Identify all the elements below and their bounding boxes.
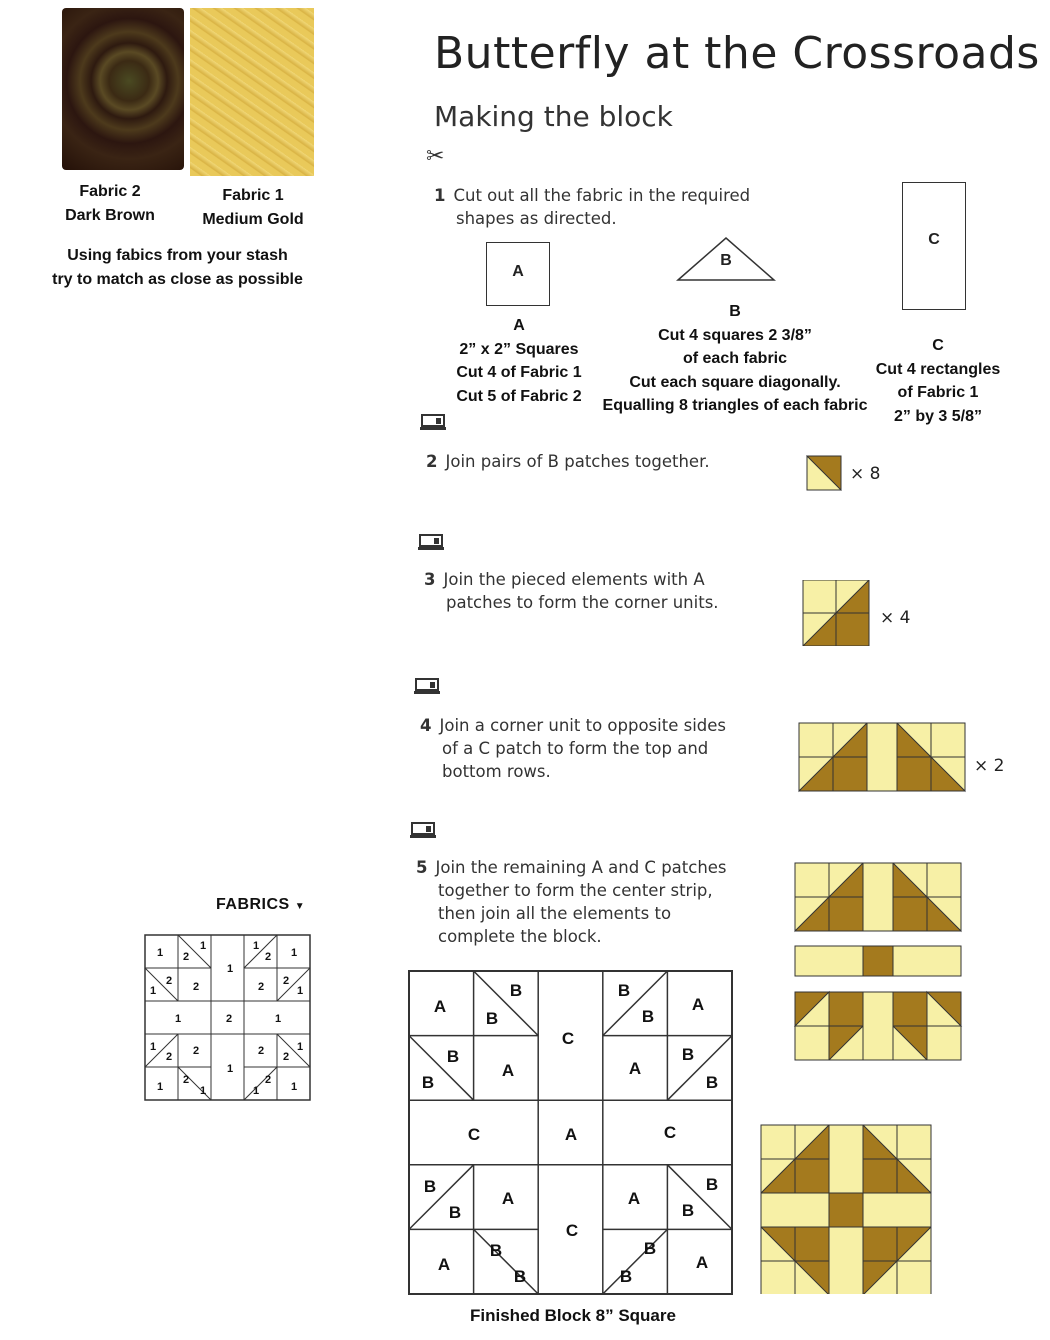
step-5-line-4: complete the block. (438, 927, 602, 946)
m2: 2 (182, 951, 190, 963)
shape-b-line-3: of each fabric (682, 350, 788, 367)
step-1-line-1: Cut out all the fabric in the required (453, 186, 751, 205)
m19: 2 (192, 1045, 200, 1057)
step-4 (420, 714, 750, 783)
asm-bot-a1 (829, 992, 863, 1026)
m1: 1 (156, 947, 164, 959)
shape-a-line-4: Cut 5 of Fabric 2 (456, 387, 582, 405)
m3: 1 (199, 940, 207, 952)
shape-c-line-4: 2” by 3 5/8” (893, 407, 983, 425)
asm-bot-c (863, 992, 893, 1060)
m10: 2 (192, 981, 200, 993)
fabric-2-color: Dark Brown (65, 206, 155, 224)
shape-a-square (486, 242, 550, 306)
shape-a-info (440, 314, 598, 408)
cb-tr-a1 (897, 1125, 931, 1159)
shape-c-line-1: C (932, 337, 944, 354)
m28: 2 (264, 1074, 272, 1086)
fabrics-heading-text: FABRICS (216, 896, 290, 913)
lbl-a9: A (695, 1253, 709, 1272)
m15: 2 (225, 1013, 233, 1025)
block-layout-diagram (408, 970, 734, 1296)
shape-b-line-1: B (729, 303, 741, 320)
step-5-line-1: Join the remaining A and C patches (435, 858, 727, 877)
asm-mid-c2 (893, 946, 961, 976)
lbl-b5: B (446, 1047, 460, 1066)
m12: 2 (282, 975, 290, 987)
step-3-line-1: Join the pieced elements with A (443, 570, 705, 589)
shape-b-letter: B (720, 252, 732, 269)
lbl-a1: A (433, 997, 447, 1016)
finished-block-caption: Finished Block 8” Square (470, 1306, 676, 1325)
cb-bl-a1 (795, 1227, 829, 1261)
cb-c-right (863, 1193, 931, 1227)
lbl-c3: C (663, 1123, 677, 1142)
lbl-b13: B (489, 1241, 503, 1260)
sewing-machine-icon (414, 676, 442, 696)
multiplier-8: × 8 (850, 464, 881, 484)
row-c-patch (867, 723, 897, 791)
block-assembly-diagram (794, 862, 964, 1062)
page-title: Butterfly at the Crossroads (434, 28, 1040, 79)
fabric-2-name: Fabric 2 (79, 183, 141, 200)
m16: 1 (274, 1013, 282, 1025)
lbl-b14: B (513, 1267, 527, 1286)
fabric-note (30, 244, 325, 291)
asm-top-right-a1 (927, 863, 961, 897)
shape-b-line-4: Cut each square diagonally. (629, 373, 841, 391)
step-4-line-1: Join a corner unit to opposite sides (439, 716, 726, 735)
cb-br-a2 (897, 1261, 931, 1294)
shape-a-line-3: Cut 4 of Fabric 1 (456, 364, 582, 381)
step-1-line-2: shapes as directed. (456, 209, 617, 228)
cb-bl-a2 (761, 1261, 795, 1294)
m24: 1 (156, 1081, 164, 1093)
m20: 1 (226, 1063, 234, 1075)
lbl-a3: A (501, 1061, 515, 1080)
step-1 (434, 184, 764, 230)
m29: 1 (290, 1081, 298, 1093)
lbl-c2: C (467, 1125, 481, 1144)
shape-b-info (594, 300, 876, 418)
asm-mid-a (863, 946, 893, 976)
lbl-b9: B (423, 1177, 437, 1196)
fabric-1-name: Fabric 1 (222, 187, 284, 204)
m22: 2 (282, 1051, 290, 1063)
asm-mid-c1 (795, 946, 863, 976)
corner-a1 (803, 580, 836, 613)
m26: 1 (199, 1085, 207, 1097)
m9: 1 (149, 985, 157, 997)
m13: 1 (296, 985, 304, 997)
cb-c-bottom (829, 1227, 863, 1294)
lbl-b15: B (619, 1267, 633, 1286)
asm-bot-a3 (893, 992, 927, 1026)
lbl-b2: B (485, 1009, 499, 1028)
lbl-c1: C (561, 1029, 575, 1048)
step-1-number: 1 (434, 186, 446, 205)
m17: 1 (149, 1041, 157, 1053)
multiplier-4: × 4 (880, 608, 911, 628)
step-2-number: 2 (426, 452, 438, 471)
lbl-b8: B (705, 1073, 719, 1092)
fabric-note-line-1: Using fabics from your stash (67, 247, 288, 264)
multiplier-2: × 2 (974, 756, 1005, 776)
m23: 1 (296, 1041, 304, 1053)
step-5 (416, 856, 756, 948)
m7: 1 (290, 947, 298, 959)
m18: 2 (165, 1051, 173, 1063)
sewing-machine-icon (410, 820, 438, 840)
shape-b-line-5: Equalling 8 triangles of each fabric (602, 397, 868, 414)
asm-bot-a2 (795, 1026, 829, 1060)
cb-center (829, 1193, 863, 1227)
step-5-line-2: together to form the center strip, (438, 881, 713, 900)
row-left-a1 (799, 723, 833, 757)
m8: 2 (165, 975, 173, 987)
lbl-a5: A (564, 1125, 578, 1144)
lbl-b6: B (421, 1073, 435, 1092)
cb-br-a1 (863, 1227, 897, 1261)
row-left-a2 (833, 757, 867, 791)
corner-a2 (836, 613, 869, 646)
cb-c-top (829, 1125, 863, 1193)
fabrics-heading (216, 896, 305, 914)
step-5-line-3: then join all the elements to (438, 904, 672, 923)
m21: 2 (257, 1045, 265, 1057)
shape-a-letter: A (512, 263, 524, 280)
shape-c-letter: C (928, 231, 940, 248)
shape-b-line-2: Cut 4 squares 2 3/8” (658, 326, 812, 344)
row-right-a2 (897, 757, 931, 791)
shape-a-line-2: 2” x 2” Squares (459, 340, 579, 358)
step-3-number: 3 (424, 570, 436, 589)
lbl-a6: A (501, 1189, 515, 1208)
asm-top-left-a1 (795, 863, 829, 897)
fabric-2-swatch (62, 8, 184, 170)
lbl-b1: B (509, 981, 523, 1000)
cb-tr-a2 (863, 1159, 897, 1193)
step-3-line-2: patches to form the corner units. (446, 593, 719, 612)
lbl-c4: C (565, 1221, 579, 1240)
step-2 (426, 450, 756, 473)
fabric-1-color: Medium Gold (202, 210, 304, 228)
dropdown-arrow-icon: ▼ (294, 901, 306, 912)
step-4-line-3: bottom rows. (442, 762, 551, 781)
scissors-icon: ✂ (426, 144, 445, 169)
fabric-1-swatch (190, 8, 314, 176)
lbl-a8: A (437, 1255, 451, 1274)
asm-top-left-a2 (829, 897, 863, 931)
lbl-b10: B (448, 1203, 462, 1222)
page-subtitle: Making the block (434, 100, 673, 133)
half-square-triangle-unit (806, 455, 842, 491)
sewing-machine-icon (420, 412, 448, 432)
lbl-a2: A (691, 995, 705, 1014)
lbl-b12: B (705, 1175, 719, 1194)
shape-c-line-3: of Fabric 1 (897, 384, 979, 401)
fabric-2-label (50, 180, 170, 227)
shape-c-rectangle (902, 182, 966, 310)
fabric-1-label (188, 184, 318, 231)
lbl-b16: B (643, 1239, 657, 1258)
fabric-note-line-2: try to match as close as possible (52, 270, 303, 288)
lbl-b11: B (681, 1201, 695, 1220)
asm-bot-a4 (927, 1026, 961, 1060)
m11: 2 (257, 981, 265, 993)
cb-c-left (761, 1193, 829, 1227)
m25: 2 (182, 1074, 190, 1086)
fabric-number-chart (144, 934, 312, 1102)
step-5-number: 5 (416, 858, 428, 877)
step-2-line-1: Join pairs of B patches together. (445, 452, 710, 471)
step-3 (424, 568, 754, 614)
cb-tl-a2 (795, 1159, 829, 1193)
asm-top-c (863, 863, 893, 931)
lbl-a7: A (627, 1189, 641, 1208)
m4: 1 (226, 963, 234, 975)
lbl-b4: B (641, 1007, 655, 1026)
lbl-b3: B (617, 981, 631, 1000)
m27: 1 (252, 1085, 260, 1097)
asm-top-right-a2 (893, 897, 927, 931)
row-unit-diagram (798, 722, 968, 794)
shape-c-info (866, 334, 1010, 428)
sewing-machine-icon (418, 532, 446, 552)
finished-block-colored (760, 1124, 934, 1294)
row-right-a1 (931, 723, 965, 757)
m6: 2 (264, 951, 272, 963)
shape-a-line-1: A (513, 317, 525, 334)
shape-c-line-2: Cut 4 rectangles (875, 360, 1001, 378)
lbl-a4: A (628, 1059, 642, 1078)
m5: 1 (252, 940, 260, 952)
lbl-b7: B (681, 1045, 695, 1064)
step-4-number: 4 (420, 716, 432, 735)
corner-unit-diagram (802, 580, 872, 646)
m14: 1 (174, 1013, 182, 1025)
step-4-line-2: of a C patch to form the top and (442, 739, 709, 758)
cb-tl-a1 (761, 1125, 795, 1159)
